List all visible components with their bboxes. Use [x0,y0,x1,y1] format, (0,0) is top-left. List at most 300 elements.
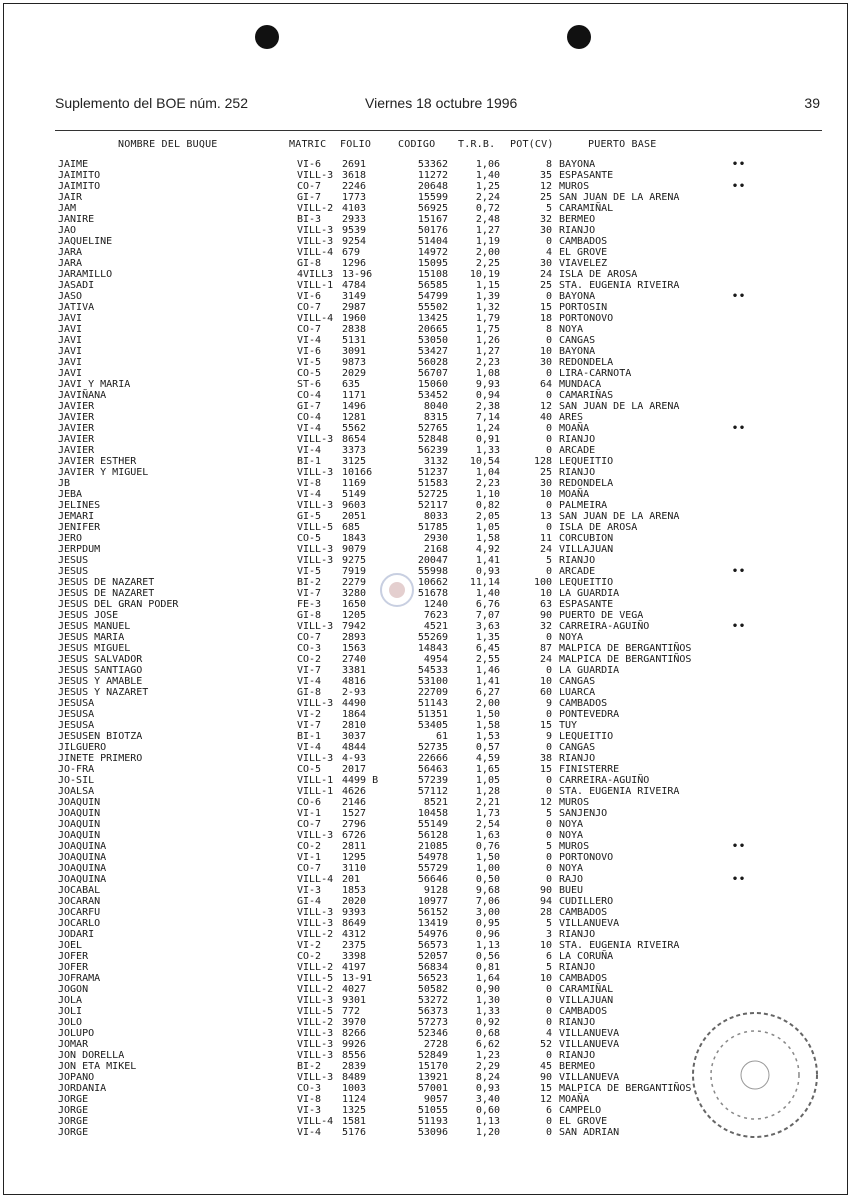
trb: 1,53 [475,731,500,742]
table-row [0,225,853,236]
table-row [0,159,853,170]
vessel-name: JESUS DE NAZARET [58,577,155,588]
puerto-base: TUY [559,720,578,731]
folio: 1325 [342,1105,367,1116]
vessel-name: JESUSA [58,698,95,709]
matricula: VI-4 [297,335,322,346]
puerto-base: REDONDELA [559,478,614,489]
folio: 7942 [342,621,367,632]
potencia: 40 [539,412,552,423]
potencia: 128 [533,456,552,467]
folio: 4626 [342,786,367,797]
potencia: 0 [545,665,552,676]
matricula: VILL-1 [297,786,334,797]
vessel-name: JESUS Y AMABLE [58,676,143,687]
potencia: 0 [545,445,552,456]
matricula: VI-6 [297,346,322,357]
potencia: 38 [539,753,552,764]
trb: 0,50 [475,874,500,885]
folio: 9393 [342,907,367,918]
vessel-name: JAVI [58,357,83,368]
trb: 1,13 [475,940,500,951]
vessel-name: JAVIER [58,445,95,456]
codigo: 51583 [417,478,448,489]
matricula: VILL-3 [297,995,334,1006]
codigo: 53050 [417,335,448,346]
folio: 3398 [342,951,367,962]
codigo: 7623 [423,610,448,621]
potencia: 30 [539,357,552,368]
table-row [0,929,853,940]
vessel-name: JILGUERO [58,742,107,753]
folio: 13-96 [342,269,373,280]
folio: 4816 [342,676,367,687]
vessel-name: JOALSA [58,786,95,797]
vessel-name: JAIMITO [58,181,101,192]
folio: 13-91 [342,973,373,984]
folio: 9275 [342,555,367,566]
matricula: GI-7 [297,401,322,412]
table-row [0,489,853,500]
vessel-name: JAQUELINE [58,236,113,247]
potencia: 90 [539,1072,552,1083]
folio: 2987 [342,302,367,313]
vessel-name: JESUS [58,555,89,566]
vessel-name: JOAQUIN [58,830,101,841]
codigo: 15060 [417,379,448,390]
vessel-name: JESUS JOSE [58,610,119,621]
vessel-name: JOAQUIN [58,797,101,808]
codigo: 56028 [417,357,448,368]
trb: 6,76 [475,599,500,610]
codigo: 13419 [417,918,448,929]
trb: 1,75 [475,324,500,335]
table-row [0,181,853,192]
trb: 1,41 [475,555,500,566]
codigo: 57273 [417,1017,448,1028]
puerto-base: CARAMIÑAL [559,984,614,995]
vessel-name: JORGE [58,1116,89,1127]
potencia: 24 [539,269,552,280]
vessel-name: JOMAR [58,1039,89,1050]
potencia: 8 [545,324,552,335]
potencia: 87 [539,643,552,654]
trb: 1,23 [475,1050,500,1061]
puerto-base: SAN JUAN DE LA ARENA [559,192,680,203]
matricula: VILL-3 [297,698,334,709]
potencia: 24 [539,544,552,555]
trb: 1,65 [475,764,500,775]
trb: 2,21 [475,797,500,808]
matricula: GI-4 [297,896,322,907]
table-row [0,170,853,181]
potencia: 0 [545,390,552,401]
vessel-name: JARA [58,247,83,258]
potencia: 0 [545,522,552,533]
puerto-base: ESPASANTE [559,599,614,610]
folio: 3970 [342,1017,367,1028]
puerto-base: CANGAS [559,676,596,687]
table-row [0,511,853,522]
trb: 1,39 [475,291,500,302]
potencia: 32 [539,214,552,225]
codigo: 10662 [417,577,448,588]
vessel-name: JOCARLO [58,918,101,929]
trb: 1,26 [475,335,500,346]
matricula: VILL-3 [297,830,334,841]
matricula: ST-6 [297,379,322,390]
folio: 2017 [342,764,367,775]
trb: 1,25 [475,181,500,192]
trb: 2,23 [475,478,500,489]
table-row [0,764,853,775]
potencia: 0 [545,742,552,753]
puerto-base: EL GROVE [559,1116,608,1127]
table-row [0,390,853,401]
matricula: CO-4 [297,412,322,423]
vessel-name: JASADI [58,280,95,291]
potencia: 11 [539,533,552,544]
trb: 0,72 [475,203,500,214]
matricula: CO-2 [297,951,322,962]
folio: 8654 [342,434,367,445]
matricula: VI-8 [297,478,322,489]
potencia: 0 [545,423,552,434]
folio: 3110 [342,863,367,874]
potencia: 30 [539,258,552,269]
codigo: 51404 [417,236,448,247]
trb: 0,68 [475,1028,500,1039]
trb: 1,58 [475,533,500,544]
codigo: 55998 [417,566,448,577]
table-row [0,885,853,896]
codigo: 54976 [417,929,448,940]
folio: 6726 [342,830,367,841]
matricula: CO-4 [297,390,322,401]
vessel-name: JOLA [58,995,83,1006]
codigo: 21085 [417,841,448,852]
trb: 2,05 [475,511,500,522]
table-row [0,753,853,764]
vessel-name: JODARI [58,929,95,940]
vessel-name: JOFER [58,951,89,962]
potencia: 10 [539,346,552,357]
table-row [0,709,853,720]
matricula: VILL-4 [297,313,334,324]
codigo: 56646 [417,874,448,885]
potencia: 8 [545,159,552,170]
potencia: 5 [545,918,552,929]
codigo: 53096 [417,1127,448,1138]
codigo: 53405 [417,720,448,731]
puerto-base: VIAVELEZ [559,258,608,269]
trb: 1,30 [475,995,500,1006]
codigo: 51785 [417,522,448,533]
puerto-base: CANGAS [559,335,596,346]
codigo: 56834 [417,962,448,973]
vessel-table [0,159,853,1138]
matricula: VI-7 [297,665,322,676]
puerto-base: BERMEO [559,214,596,225]
folio: 8489 [342,1072,367,1083]
folio: 8266 [342,1028,367,1039]
folio: 2796 [342,819,367,830]
potencia: 0 [545,632,552,643]
table-row [0,962,853,973]
puerto-base: BERMEO [559,1061,596,1072]
trb: 0,93 [475,566,500,577]
vessel-name: JOEL [58,940,83,951]
matricula: VI-4 [297,445,322,456]
table-row [0,951,853,962]
codigo: 15095 [417,258,448,269]
puerto-base: STA. EUGENIA RIVEIRA [559,940,680,951]
folio: 1296 [342,258,367,269]
potencia: 4 [545,247,552,258]
folio: 4844 [342,742,367,753]
matricula: VILL-2 [297,203,334,214]
trb: 1,63 [475,830,500,841]
vessel-name: JESUS MARIA [58,632,125,643]
puerto-base: MALPICA DE BERGANTIÑOS [559,654,692,665]
folio: 2051 [342,511,367,522]
matricula: VILL-3 [297,555,334,566]
codigo: 15167 [417,214,448,225]
matricula: VI-4 [297,676,322,687]
folio: 4490 [342,698,367,709]
table-row [0,918,853,929]
table-row [0,665,853,676]
table-row [0,368,853,379]
vessel-name: JELINES [58,500,101,511]
potencia: 10 [539,489,552,500]
table-row [0,412,853,423]
folio: 4312 [342,929,367,940]
table-row [0,478,853,489]
codigo: 57001 [417,1083,448,1094]
matricula: CO-7 [297,181,322,192]
potencia: 15 [539,720,552,731]
vessel-name: JOAQUINA [58,874,107,885]
trb: 1,41 [475,676,500,687]
codigo: 2728 [423,1039,448,1050]
codigo: 56925 [417,203,448,214]
table-row [0,940,853,951]
puerto-base: RIANJO [559,1017,596,1028]
folio: 3381 [342,665,367,676]
folio: 3037 [342,731,367,742]
vessel-name: JARA [58,258,83,269]
vessel-name: JAVIÑANA [58,390,107,401]
mark: •• [732,566,747,577]
puerto-base: RIANJO [559,225,596,236]
puerto-base: MUROS [559,797,590,808]
potencia: 0 [545,1116,552,1127]
folio: 2-93 [342,687,367,698]
trb: 1,27 [475,225,500,236]
codigo: 51351 [417,709,448,720]
vessel-name: JAVIER [58,401,95,412]
puerto-base: CAMBADOS [559,973,608,984]
matricula: GI-8 [297,610,322,621]
trb: 1,20 [475,1127,500,1138]
folio: 1124 [342,1094,367,1105]
codigo: 53362 [417,159,448,170]
potencia: 25 [539,280,552,291]
vessel-name: JAIMITO [58,170,101,181]
potencia: 60 [539,687,552,698]
potencia: 0 [545,852,552,863]
vessel-name: JAVIER [58,434,95,445]
mark: •• [732,291,747,302]
vessel-name: JAVIER [58,423,95,434]
mark: •• [732,181,747,192]
trb: 1,24 [475,423,500,434]
codigo: 22666 [417,753,448,764]
table-row [0,819,853,830]
folio: 1205 [342,610,367,621]
table-row [0,324,853,335]
puerto-base: CARREIRA-AGUIÑO [559,621,650,632]
matricula: VI-6 [297,291,322,302]
matricula: GI-7 [297,192,322,203]
potencia: 100 [533,577,552,588]
folio: 1281 [342,412,367,423]
folio: 4197 [342,962,367,973]
table-row [0,676,853,687]
matricula: VILL-3 [297,434,334,445]
puerto-base: CUDILLERO [559,896,614,907]
folio: 4-93 [342,753,367,764]
matricula: CO-5 [297,368,322,379]
vessel-name: JAVI [58,335,83,346]
folio: 1563 [342,643,367,654]
potencia: 15 [539,764,552,775]
folio: 9603 [342,500,367,511]
codigo: 51678 [417,588,448,599]
punch-hole [567,25,591,49]
potencia: 0 [545,775,552,786]
puerto-base: LA GUARDIA [559,588,620,599]
folio: 1853 [342,885,367,896]
trb: 1,46 [475,665,500,676]
potencia: 12 [539,401,552,412]
codigo: 9128 [423,885,448,896]
trb: 1,79 [475,313,500,324]
codigo: 53272 [417,995,448,1006]
folio: 5176 [342,1127,367,1138]
folio: 2375 [342,940,367,951]
table-row [0,907,853,918]
trb: 1,27 [475,346,500,357]
matricula: VI-7 [297,588,322,599]
table-row [0,643,853,654]
matricula: VILL-2 [297,929,334,940]
puerto-base: RAJO [559,874,584,885]
matricula: VILL-5 [297,1006,334,1017]
table-row [0,720,853,731]
potencia: 0 [545,368,552,379]
trb: 0,94 [475,390,500,401]
trb: 0,92 [475,1017,500,1028]
puerto-base: RIANJO [559,962,596,973]
codigo: 56463 [417,764,448,775]
vessel-name: JESUSA [58,720,95,731]
puerto-base: RIANJO [559,467,596,478]
puerto-base: FINISTERRE [559,764,620,775]
codigo: 8315 [423,412,448,423]
puerto-base: CARAMIÑAL [559,203,614,214]
trb: 2,54 [475,819,500,830]
vessel-name: JB [58,478,71,489]
vessel-name: JAVIER ESTHER [58,456,137,467]
potencia: 63 [539,599,552,610]
matricula: VILL-3 [297,544,334,555]
vessel-name: JAVI [58,313,83,324]
trb: 1,15 [475,280,500,291]
vessel-name: JERO [58,533,83,544]
puerto-base: ARES [559,412,584,423]
codigo: 52765 [417,423,448,434]
codigo: 51055 [417,1105,448,1116]
table-row [0,467,853,478]
potencia: 15 [539,1083,552,1094]
table-row [0,852,853,863]
table-row [0,874,853,885]
folio: 3125 [342,456,367,467]
folio: 7919 [342,566,367,577]
matricula: CO-7 [297,302,322,313]
vessel-name: JO-FRA [58,764,95,775]
matricula: CO-5 [297,533,322,544]
potencia: 0 [545,291,552,302]
potencia: 13 [539,511,552,522]
codigo: 55502 [417,302,448,313]
puerto-base: CAMBADOS [559,236,608,247]
vessel-name: JOLUPO [58,1028,95,1039]
codigo: 8040 [423,401,448,412]
puerto-base: SANJENJO [559,808,608,819]
puerto-base: BAYONA [559,346,596,357]
codigo: 61 [435,731,448,742]
watermark-logo [375,560,525,620]
trb: 0,60 [475,1105,500,1116]
puerto-base: BAYONA [559,291,596,302]
puerto-base: RIANJO [559,753,596,764]
vessel-name: JOAQUIN [58,819,101,830]
puerto-base: SAN JUAN DE LA ARENA [559,401,680,412]
matricula: 4VILL3 [297,269,334,280]
matricula: VILL-3 [297,918,334,929]
vessel-name: JOCABAL [58,885,101,896]
codigo: 11272 [417,170,448,181]
puerto-base: REDONDELA [559,357,614,368]
table-row [0,335,853,346]
potencia: 10 [539,940,552,951]
trb: 1,33 [475,445,500,456]
puerto-base: STA. EUGENIA RIVEIRA [559,786,680,797]
trb: 1,13 [475,1116,500,1127]
codigo: 2168 [423,544,448,555]
codigo: 51193 [417,1116,448,1127]
vessel-name: JOLO [58,1017,83,1028]
matricula: VILL-3 [297,621,334,632]
folio: 3091 [342,346,367,357]
vessel-name: JESUS [58,566,89,577]
trb: 1,08 [475,368,500,379]
codigo: 52117 [417,500,448,511]
folio: 2029 [342,368,367,379]
